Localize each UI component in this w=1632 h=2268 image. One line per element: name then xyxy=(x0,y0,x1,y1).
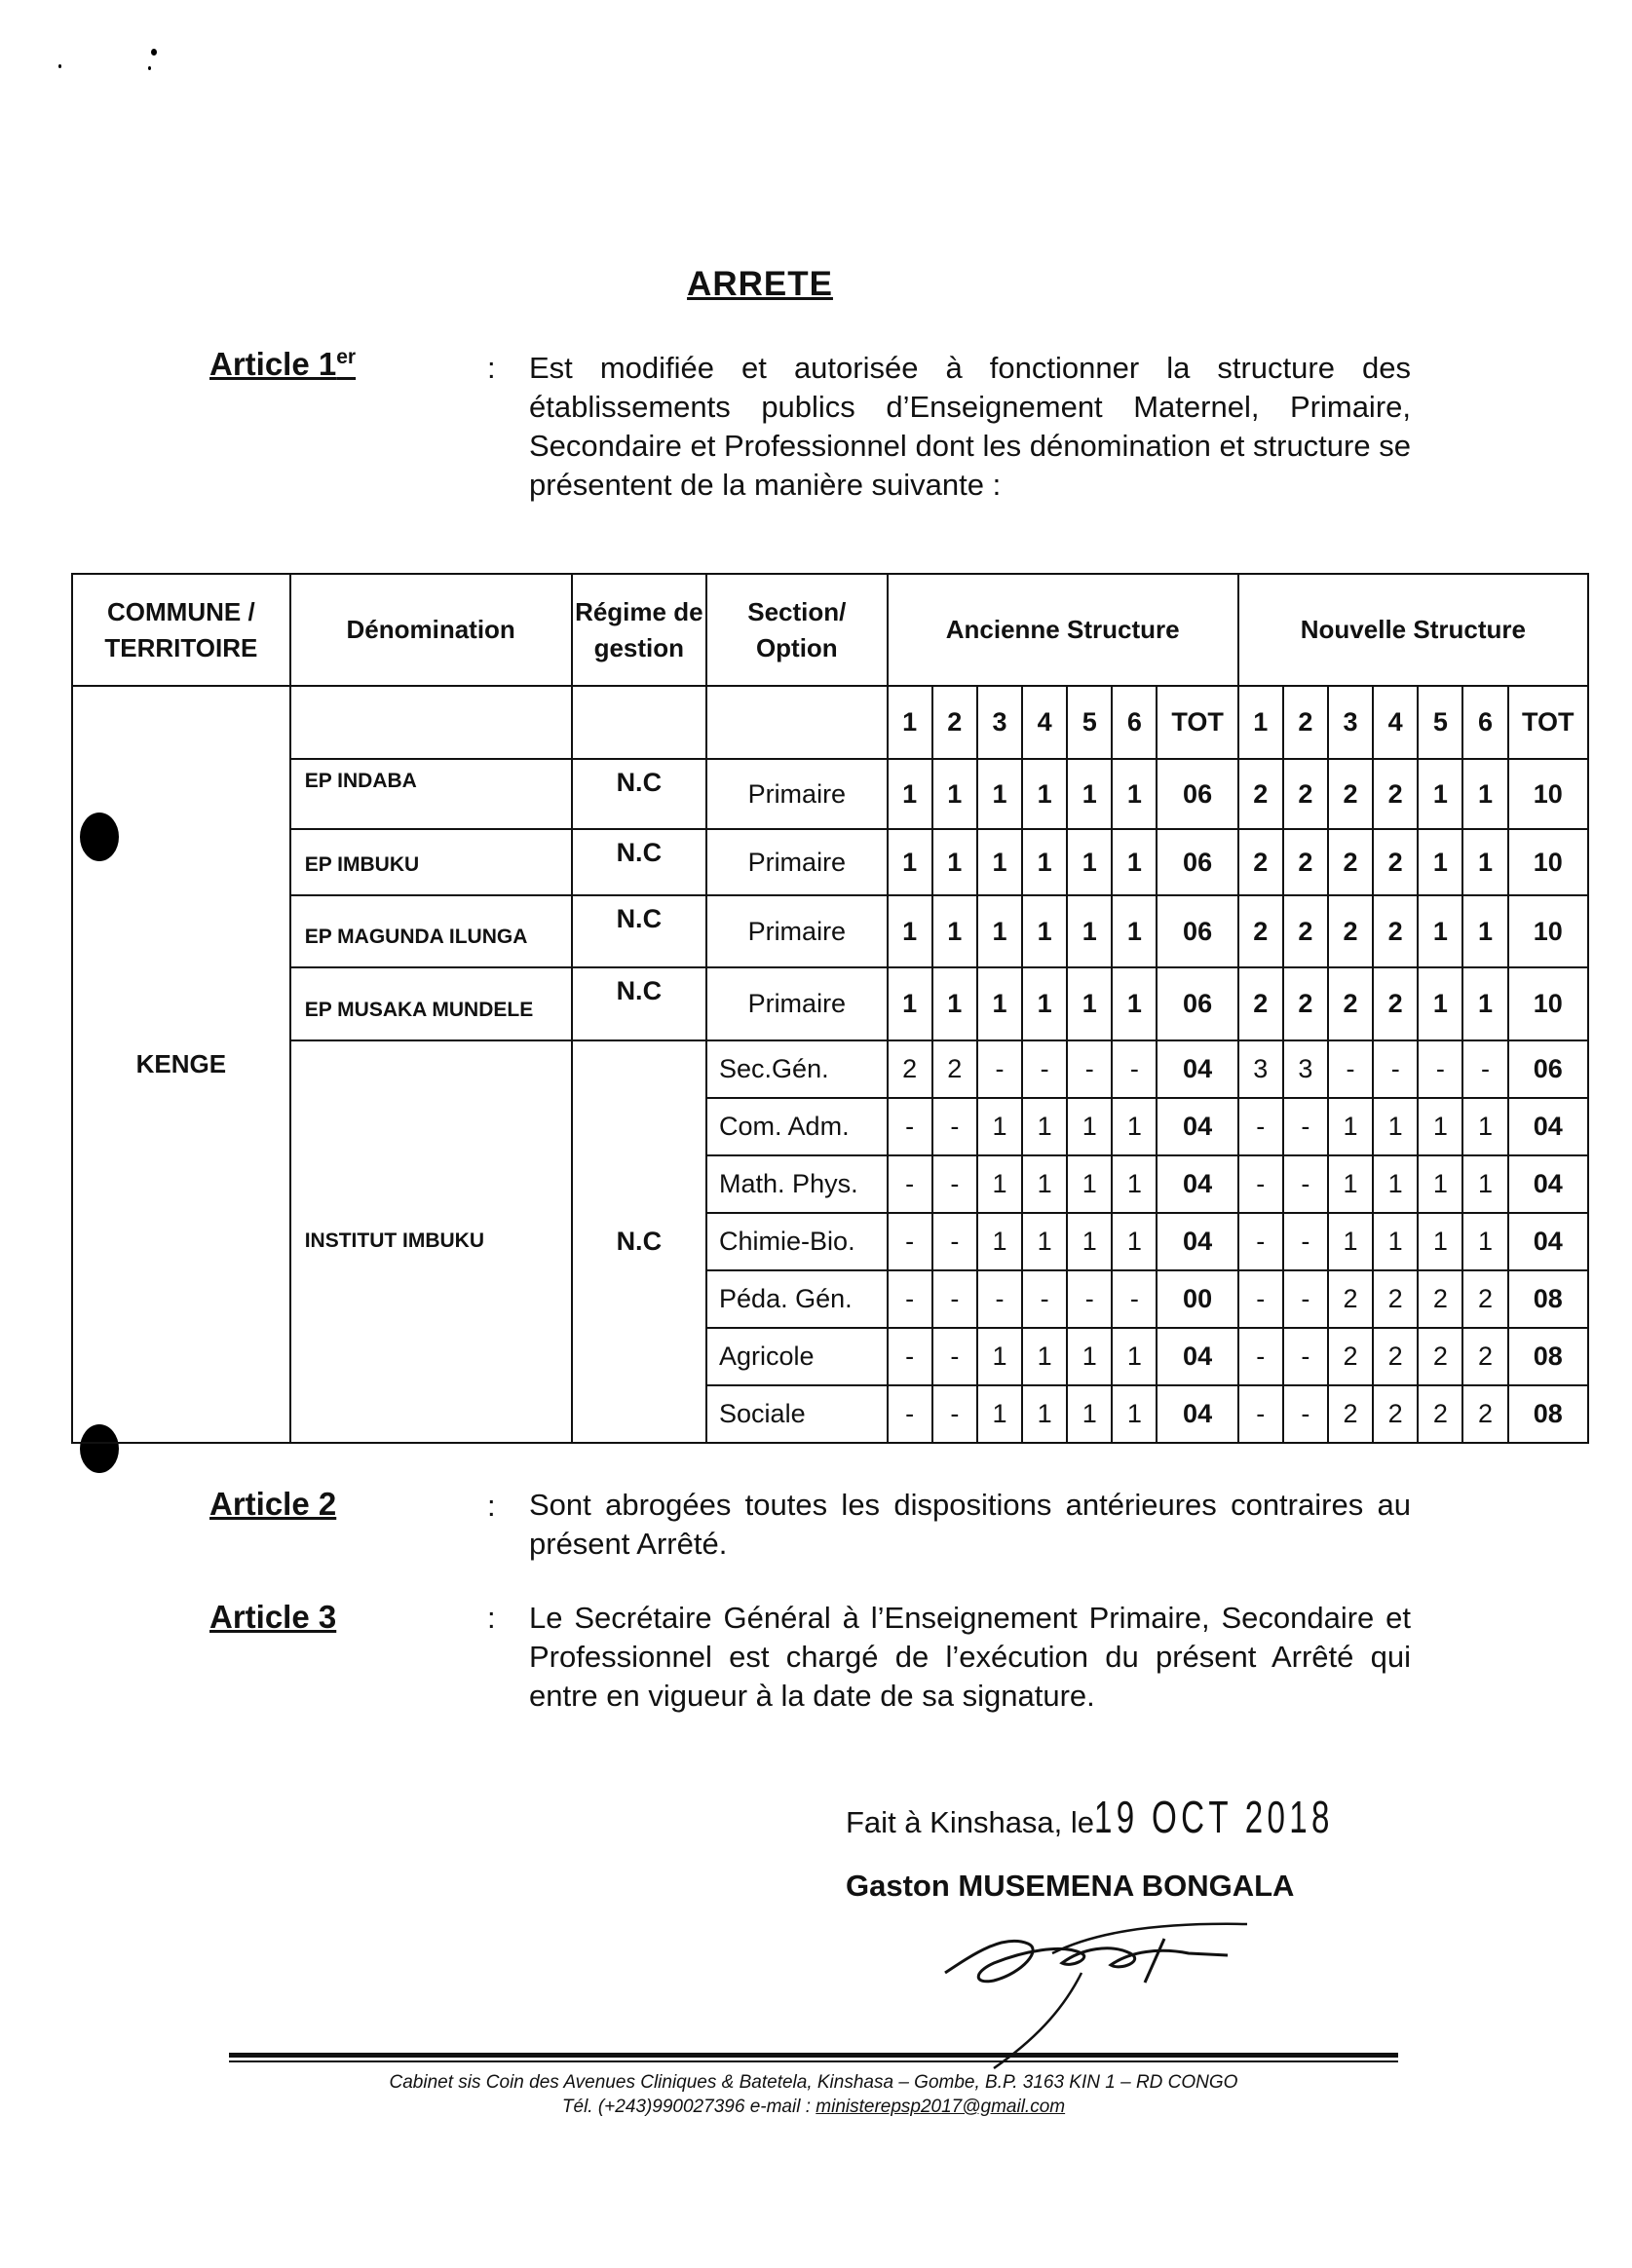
ancienne-value-cell: - xyxy=(888,1328,932,1385)
nouvelle-value-cell: 1 xyxy=(1328,1213,1373,1270)
nouvelle-value-cell: - xyxy=(1238,1213,1283,1270)
nouvelle-value-cell: 2 xyxy=(1373,759,1418,829)
nouvelle-value-cell: 10 xyxy=(1508,895,1588,967)
school-name: EP IMBUKU xyxy=(290,829,572,895)
header-regime: Régime de gestion xyxy=(572,574,706,686)
nouvelle-value-cell: 2 xyxy=(1328,895,1373,967)
nouvelle-value-cell: - xyxy=(1238,1385,1283,1443)
ancienne-subheader: TOT xyxy=(1157,686,1237,759)
school-name: EP INDABA xyxy=(290,759,572,829)
ancienne-value-cell: - xyxy=(1112,1040,1157,1098)
nouvelle-value-cell: 2 xyxy=(1373,829,1418,895)
ancienne-value-cell: 1 xyxy=(977,1328,1022,1385)
scan-speck xyxy=(151,49,157,56)
regime-cell: N.C xyxy=(572,829,706,895)
nouvelle-value-cell: 1 xyxy=(1418,1098,1462,1155)
scan-speck xyxy=(58,64,61,68)
ancienne-value-cell: 1 xyxy=(1112,895,1157,967)
article-2-colon: : xyxy=(487,1489,496,1523)
nouvelle-value-cell: - xyxy=(1283,1328,1328,1385)
table-row xyxy=(72,895,1588,967)
nouvelle-value-cell: 2 xyxy=(1373,895,1418,967)
regime-cell: N.C xyxy=(572,895,706,967)
ancienne-value-cell: - xyxy=(977,1040,1022,1098)
ancienne-value-cell: 1 xyxy=(888,967,932,1040)
nouvelle-value-cell: 1 xyxy=(1373,1098,1418,1155)
nouvelle-value-cell: 2 xyxy=(1328,967,1373,1040)
nouvelle-value-cell: 1 xyxy=(1462,895,1507,967)
nouvelle-value-cell: - xyxy=(1238,1098,1283,1155)
regime-cell: N.C xyxy=(572,967,706,1040)
nouvelle-value-cell: 10 xyxy=(1508,759,1588,829)
ancienne-value-cell: 06 xyxy=(1157,895,1237,967)
header-nouvelle-structure: Nouvelle Structure xyxy=(1238,574,1588,686)
empty-cell xyxy=(572,686,706,759)
ancienne-value-cell: 1 xyxy=(1112,1385,1157,1443)
nouvelle-value-cell: 2 xyxy=(1462,1270,1507,1328)
nouvelle-value-cell: 2 xyxy=(1418,1328,1462,1385)
ancienne-value-cell: 1 xyxy=(1112,1328,1157,1385)
article-2-label: Article 2 xyxy=(209,1486,337,1522)
ancienne-value-cell: - xyxy=(1112,1270,1157,1328)
ancienne-value-cell: 1 xyxy=(932,895,977,967)
ancienne-value-cell: - xyxy=(932,1385,977,1443)
footer-address: Cabinet sis Coin des Avenues Cliniques & Batetela, Kinshasa – Gombe, B.P. 3163 KIN 1 – RD CONGO xyxy=(389,2072,1238,2093)
nouvelle-value-cell: 1 xyxy=(1462,1155,1507,1213)
nouvelle-value-cell: 08 xyxy=(1508,1328,1588,1385)
ancienne-value-cell: 1 xyxy=(1112,967,1157,1040)
nouvelle-value-cell: 1 xyxy=(1462,1098,1507,1155)
section-cell: Primaire xyxy=(706,967,888,1040)
regime-cell: N.C xyxy=(572,1040,706,1444)
school-name: EP MAGUNDA ILUNGA xyxy=(290,895,572,967)
nouvelle-value-cell: 04 xyxy=(1508,1155,1588,1213)
section-cell: Péda. Gén. xyxy=(706,1270,888,1328)
ancienne-value-cell: 1 xyxy=(888,829,932,895)
section-cell: Agricole xyxy=(706,1328,888,1385)
ancienne-value-cell: - xyxy=(1022,1270,1067,1328)
nouvelle-value-cell: 1 xyxy=(1328,1155,1373,1213)
footer-rule-thin xyxy=(229,2060,1398,2062)
ancienne-value-cell: 1 xyxy=(1067,1098,1112,1155)
ancienne-value-cell: - xyxy=(932,1098,977,1155)
ancienne-value-cell: - xyxy=(888,1385,932,1443)
school-name: EP MUSAKA MUNDELE xyxy=(290,967,572,1040)
nouvelle-value-cell: 1 xyxy=(1462,967,1507,1040)
ancienne-value-cell: 04 xyxy=(1157,1155,1237,1213)
ancienne-value-cell: 1 xyxy=(977,829,1022,895)
nouvelle-value-cell: - xyxy=(1283,1213,1328,1270)
table-row xyxy=(72,1040,1588,1098)
handwritten-signature xyxy=(935,1914,1267,2070)
ancienne-value-cell: 1 xyxy=(1067,1155,1112,1213)
ancienne-value-cell: - xyxy=(1067,1040,1112,1098)
nouvelle-value-cell: 06 xyxy=(1508,1040,1588,1098)
ancienne-value-cell: 1 xyxy=(1022,829,1067,895)
section-cell: Math. Phys. xyxy=(706,1155,888,1213)
ancienne-subheader: 6 xyxy=(1112,686,1157,759)
date-stamp: 19 OCT 2018 xyxy=(1094,1792,1334,1842)
ancienne-value-cell: - xyxy=(932,1213,977,1270)
nouvelle-value-cell: 2 xyxy=(1462,1328,1507,1385)
ancienne-value-cell: 1 xyxy=(1112,1213,1157,1270)
section-cell: Chimie-Bio. xyxy=(706,1213,888,1270)
ancienne-value-cell: 1 xyxy=(1112,759,1157,829)
signer-name: Gaston MUSEMENA BONGALA xyxy=(846,1869,1295,1903)
nouvelle-value-cell: 3 xyxy=(1238,1040,1283,1098)
territoire-cell: KENGE xyxy=(72,686,290,1443)
nouvelle-value-cell: 2 xyxy=(1418,1385,1462,1443)
nouvelle-value-cell: - xyxy=(1462,1040,1507,1098)
nouvelle-value-cell: 10 xyxy=(1508,829,1588,895)
nouvelle-subheader: 6 xyxy=(1462,686,1507,759)
section-cell: Sec.Gén. xyxy=(706,1040,888,1098)
ancienne-value-cell: 1 xyxy=(1067,895,1112,967)
header-section: Section/ Option xyxy=(706,574,888,686)
nouvelle-value-cell: 2 xyxy=(1328,1270,1373,1328)
article-1-label: Article 1er xyxy=(209,346,357,382)
regime-cell: N.C xyxy=(572,759,706,829)
nouvelle-value-cell: 2 xyxy=(1328,829,1373,895)
ancienne-value-cell: - xyxy=(932,1155,977,1213)
ancienne-value-cell: - xyxy=(888,1155,932,1213)
ancienne-value-cell: 04 xyxy=(1157,1213,1237,1270)
ancienne-subheader: 4 xyxy=(1022,686,1067,759)
article-3-text: Le Secrétaire Général à l’Enseignement Primaire, Secondaire et Professionnel est chargé de l’exécution du présent Arrêté qui entre en vigueur à la date de sa signature. xyxy=(529,1601,1411,1713)
nouvelle-value-cell: 2 xyxy=(1373,1385,1418,1443)
ancienne-value-cell: 1 xyxy=(1022,967,1067,1040)
nouvelle-value-cell: 1 xyxy=(1462,1213,1507,1270)
nouvelle-value-cell: - xyxy=(1283,1155,1328,1213)
nouvelle-value-cell: 1 xyxy=(1418,967,1462,1040)
nouvelle-value-cell: 2 xyxy=(1238,967,1283,1040)
ancienne-value-cell: 1 xyxy=(977,967,1022,1040)
nouvelle-subheader: 5 xyxy=(1418,686,1462,759)
nouvelle-value-cell: 2 xyxy=(1373,967,1418,1040)
nouvelle-value-cell: 2 xyxy=(1238,829,1283,895)
ancienne-value-cell: 06 xyxy=(1157,759,1237,829)
nouvelle-value-cell: 2 xyxy=(1328,1385,1373,1443)
nouvelle-value-cell: 2 xyxy=(1373,1270,1418,1328)
ancienne-value-cell: - xyxy=(1067,1270,1112,1328)
header-row xyxy=(72,574,1588,686)
nouvelle-value-cell: 04 xyxy=(1508,1213,1588,1270)
nouvelle-value-cell: 1 xyxy=(1373,1213,1418,1270)
ancienne-value-cell: 1 xyxy=(1022,1328,1067,1385)
nouvelle-value-cell: 2 xyxy=(1462,1385,1507,1443)
nouvelle-value-cell: 04 xyxy=(1508,1098,1588,1155)
ancienne-value-cell: 1 xyxy=(1022,1385,1067,1443)
place-label: Fait à Kinshasa, le xyxy=(846,1805,1095,1839)
nouvelle-value-cell: 2 xyxy=(1283,759,1328,829)
nouvelle-value-cell: 2 xyxy=(1328,759,1373,829)
nouvelle-value-cell: 1 xyxy=(1418,1213,1462,1270)
nouvelle-subheader: 4 xyxy=(1373,686,1418,759)
nouvelle-value-cell: - xyxy=(1328,1040,1373,1098)
table-row xyxy=(72,967,1588,1040)
nouvelle-value-cell: - xyxy=(1283,1385,1328,1443)
ancienne-value-cell: 1 xyxy=(1067,1385,1112,1443)
header-denomination: Dénomination xyxy=(290,574,572,686)
nouvelle-value-cell: 1 xyxy=(1418,895,1462,967)
article-1-colon: : xyxy=(487,351,496,385)
footer-phone: Tél. (+243)990027396 xyxy=(561,2097,745,2117)
nouvelle-value-cell: 2 xyxy=(1238,759,1283,829)
school-name: INSTITUT IMBUKU xyxy=(290,1040,572,1444)
ancienne-value-cell: 1 xyxy=(977,1155,1022,1213)
ancienne-value-cell: 04 xyxy=(1157,1098,1237,1155)
nouvelle-value-cell: 2 xyxy=(1238,895,1283,967)
nouvelle-value-cell: - xyxy=(1238,1155,1283,1213)
nouvelle-value-cell: - xyxy=(1283,1270,1328,1328)
ancienne-value-cell: - xyxy=(932,1328,977,1385)
nouvelle-value-cell: 10 xyxy=(1508,967,1588,1040)
ancienne-value-cell: 1 xyxy=(977,759,1022,829)
ancienne-value-cell: 06 xyxy=(1157,829,1237,895)
section-cell: Primaire xyxy=(706,759,888,829)
nouvelle-value-cell: 2 xyxy=(1373,1328,1418,1385)
ancienne-value-cell: - xyxy=(888,1098,932,1155)
nouvelle-value-cell: - xyxy=(1283,1098,1328,1155)
ancienne-value-cell: 1 xyxy=(1112,829,1157,895)
ancienne-value-cell: - xyxy=(1022,1040,1067,1098)
ancienne-value-cell: 1 xyxy=(1067,1328,1112,1385)
ancienne-value-cell: 04 xyxy=(1157,1385,1237,1443)
structure-table xyxy=(71,573,1589,1444)
nouvelle-value-cell: 08 xyxy=(1508,1385,1588,1443)
nouvelle-value-cell: - xyxy=(1418,1040,1462,1098)
nouvelle-subheader: 1 xyxy=(1238,686,1283,759)
ancienne-value-cell: 1 xyxy=(888,759,932,829)
nouvelle-value-cell: 2 xyxy=(1328,1328,1373,1385)
article-3-colon: : xyxy=(487,1601,496,1635)
section-cell: Com. Adm. xyxy=(706,1098,888,1155)
ancienne-value-cell: 1 xyxy=(1112,1098,1157,1155)
ancienne-value-cell: 1 xyxy=(1022,759,1067,829)
article-1-text: Est modifiée et autorisée à fonctionner la structure des établissements publics d’Enseignement Maternel, Primaire, Secondaire et Professionnel dont les dénomination et structure se présentent de la manière suivante : xyxy=(529,351,1411,502)
ancienne-value-cell: 2 xyxy=(932,1040,977,1098)
article-2-text: Sont abrogées toutes les dispositions antérieures contraires au présent Arrêté. xyxy=(529,1488,1411,1561)
ancienne-value-cell: 1 xyxy=(1022,1098,1067,1155)
nouvelle-value-cell: 2 xyxy=(1283,895,1328,967)
section-cell: Sociale xyxy=(706,1385,888,1443)
header-ancienne-structure: Ancienne Structure xyxy=(888,574,1238,686)
section-cell: Primaire xyxy=(706,829,888,895)
scan-speck xyxy=(148,66,151,70)
ancienne-value-cell: 1 xyxy=(932,759,977,829)
document-title: ARRETE xyxy=(687,265,833,303)
nouvelle-value-cell: - xyxy=(1238,1270,1283,1328)
nouvelle-subheader: 2 xyxy=(1283,686,1328,759)
nouvelle-value-cell: 1 xyxy=(1462,759,1507,829)
ancienne-value-cell: 1 xyxy=(888,895,932,967)
ancienne-value-cell: 1 xyxy=(1067,967,1112,1040)
ancienne-value-cell: 1 xyxy=(1067,829,1112,895)
ancienne-value-cell: 1 xyxy=(1112,1155,1157,1213)
ancienne-value-cell: 1 xyxy=(1067,1213,1112,1270)
nouvelle-value-cell: - xyxy=(1238,1328,1283,1385)
empty-cell xyxy=(290,686,572,759)
ancienne-subheader: 5 xyxy=(1067,686,1112,759)
section-cell: Primaire xyxy=(706,895,888,967)
nouvelle-value-cell: 2 xyxy=(1283,967,1328,1040)
nouvelle-value-cell: 1 xyxy=(1418,1155,1462,1213)
ancienne-subheader: 1 xyxy=(888,686,932,759)
ancienne-value-cell: 1 xyxy=(977,1385,1022,1443)
empty-cell xyxy=(706,686,888,759)
ancienne-value-cell: - xyxy=(932,1270,977,1328)
footer-email-link[interactable]: ministerepsp2017@gmail.com xyxy=(816,2097,1066,2117)
article-3-label: Article 3 xyxy=(209,1599,337,1635)
ancienne-value-cell: 1 xyxy=(977,895,1022,967)
footer-email-label: e-mail : xyxy=(749,2097,811,2117)
ancienne-value-cell: 1 xyxy=(1022,1155,1067,1213)
nouvelle-subheader: 3 xyxy=(1328,686,1373,759)
ancienne-value-cell: 1 xyxy=(977,1098,1022,1155)
ancienne-value-cell: 1 xyxy=(932,829,977,895)
ancienne-value-cell: 1 xyxy=(1022,1213,1067,1270)
ancienne-value-cell: 1 xyxy=(1067,759,1112,829)
nouvelle-value-cell: 1 xyxy=(1418,829,1462,895)
ancienne-value-cell: 04 xyxy=(1157,1040,1237,1098)
ancienne-subheader: 2 xyxy=(932,686,977,759)
nouvelle-value-cell: 08 xyxy=(1508,1270,1588,1328)
nouvelle-value-cell: - xyxy=(1373,1040,1418,1098)
ancienne-subheader: 3 xyxy=(977,686,1022,759)
nouvelle-value-cell: 1 xyxy=(1462,829,1507,895)
table-row xyxy=(72,759,1588,829)
ancienne-value-cell: 06 xyxy=(1157,967,1237,1040)
ancienne-value-cell: 2 xyxy=(888,1040,932,1098)
nouvelle-value-cell: 1 xyxy=(1373,1155,1418,1213)
ancienne-value-cell: 1 xyxy=(977,1213,1022,1270)
footer-rule xyxy=(229,2053,1398,2058)
nouvelle-value-cell: 2 xyxy=(1418,1270,1462,1328)
ancienne-value-cell: - xyxy=(977,1270,1022,1328)
ancienne-value-cell: 00 xyxy=(1157,1270,1237,1328)
place-date xyxy=(846,1791,1426,1843)
nouvelle-value-cell: 1 xyxy=(1328,1098,1373,1155)
nouvelle-value-cell: 1 xyxy=(1418,759,1462,829)
table-row xyxy=(72,829,1588,895)
subheader-row xyxy=(72,686,1588,759)
nouvelle-value-cell: 2 xyxy=(1283,829,1328,895)
header-commune: COMMUNE / TERRITOIRE xyxy=(72,574,290,686)
ancienne-value-cell: 1 xyxy=(1022,895,1067,967)
ancienne-value-cell: 04 xyxy=(1157,1328,1237,1385)
nouvelle-subheader: TOT xyxy=(1508,686,1588,759)
nouvelle-value-cell: 3 xyxy=(1283,1040,1328,1098)
ancienne-value-cell: - xyxy=(888,1270,932,1328)
ancienne-value-cell: 1 xyxy=(932,967,977,1040)
footer-contact xyxy=(229,2097,1398,2118)
ancienne-value-cell: - xyxy=(888,1213,932,1270)
